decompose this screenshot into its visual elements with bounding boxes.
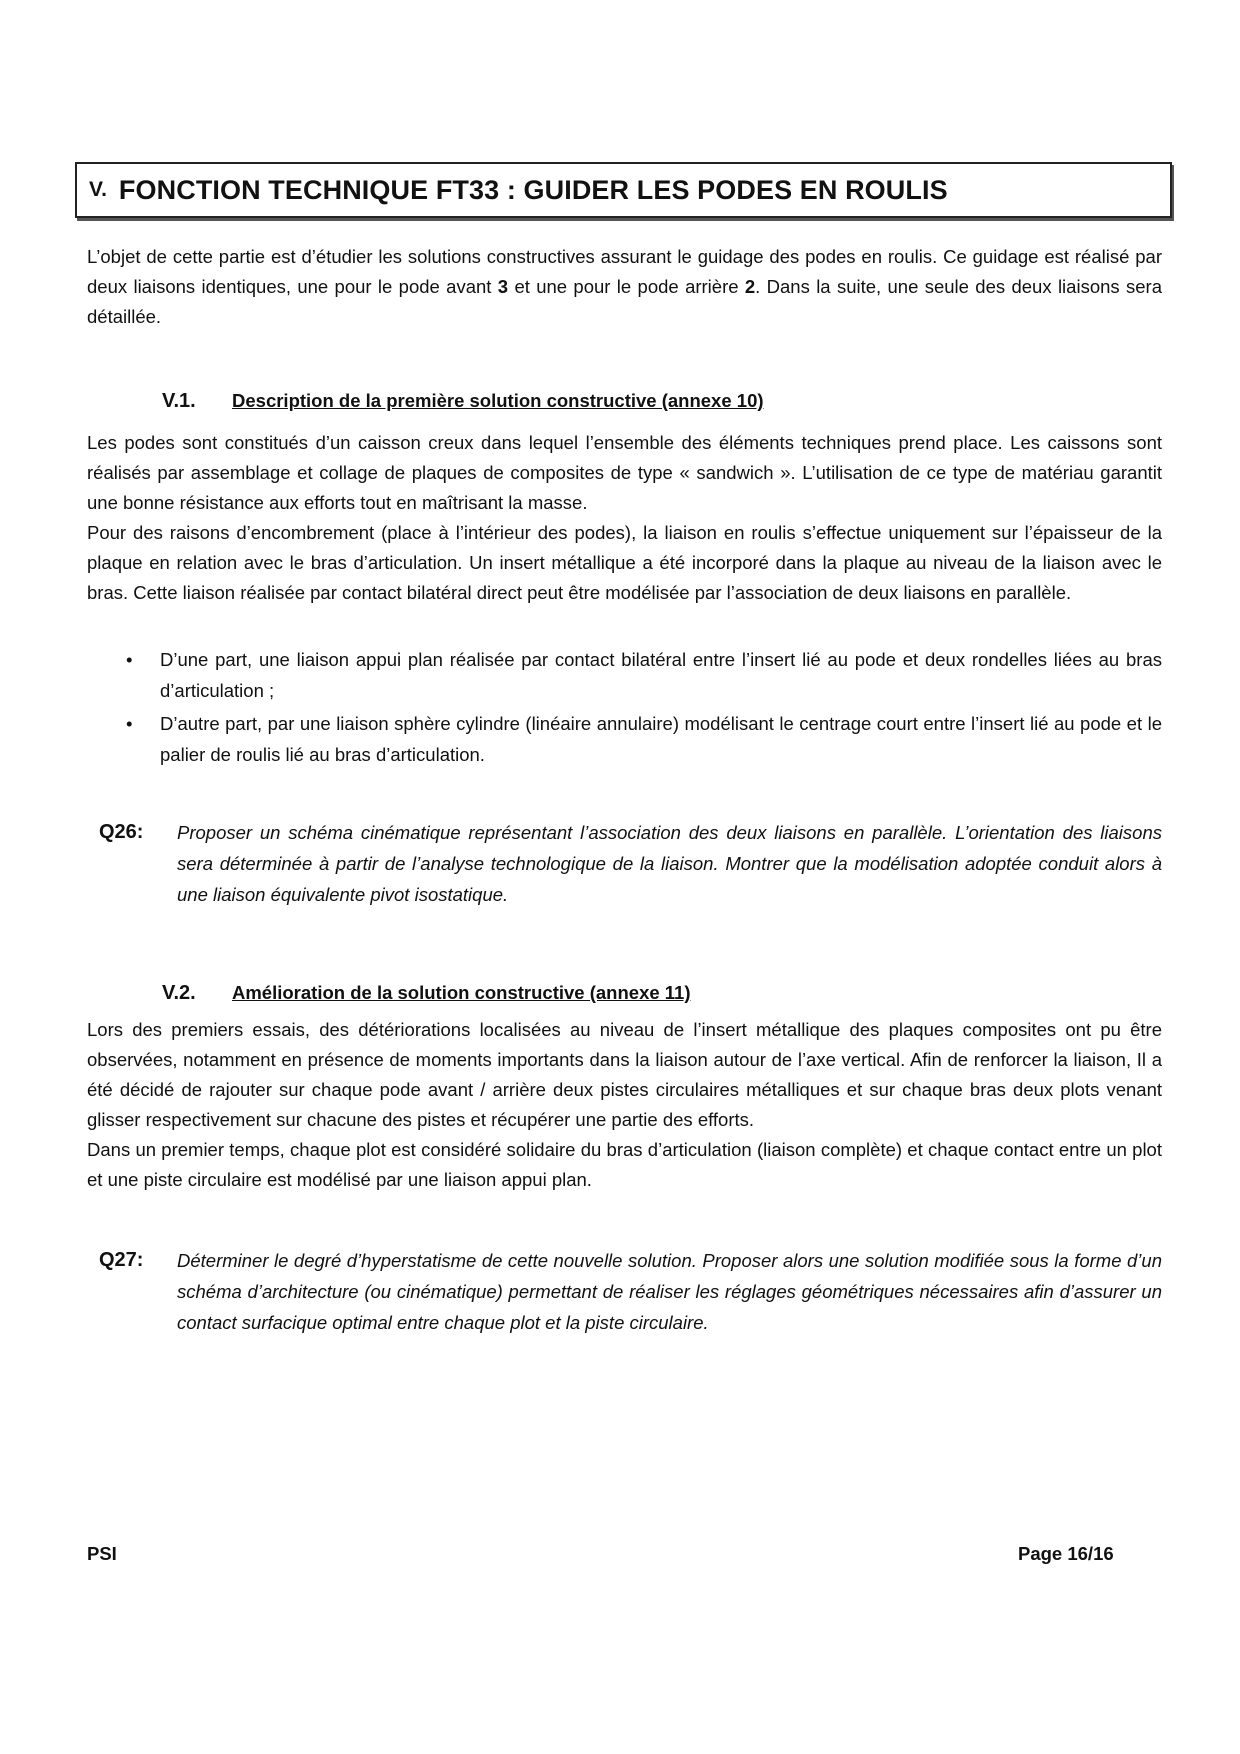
subsection-1-paragraph-2: Pour des raisons d’encombrement (place à l’intérieur des podes), la liaison en roulis s’effectue uniquement sur l’épaisseur de la plaque en relation avec le bras d’articulation. Un insert métallique a été incorporé dans la plaque au niveau de la liaison avec le bras. Cette liaison réalisée par contact bilatéral direct peut être modélisée par l’association de deux liaisons en parallèle. bbox=[87, 522, 1162, 603]
question-26 bbox=[99, 817, 1162, 910]
subsection-2-paragraph-1: Lors des premiers essais, des détériorations localisées au niveau de l’insert métallique des plaques composites ont pu être observées, notamment en présence de moments importants dans la liaison autour de l’axe vertical. Afin de renforcer la liaison, Il a été décidé de rajouter sur chaque pode avant / arrière deux pistes circulaires métalliques et sur chaque bras deux plots venant glisser respectivement sur chacune des pistes et récupérer une partie des efforts. bbox=[87, 1019, 1162, 1130]
question-26-label: Q26: bbox=[99, 821, 144, 843]
subsection-2-heading bbox=[162, 982, 691, 1005]
page-number: Page 16/16 bbox=[1018, 1543, 1114, 1564]
section-title: FONCTION TECHNIQUE FT33 : GUIDER LES PODES EN ROULIS bbox=[118, 174, 948, 205]
bullet-text: D’autre part, par une liaison sphère cylindre (linéaire annulaire) modélisant le centrage court entre l’insert lié au pode et le palier de roulis lié au bras d’articulation. bbox=[160, 713, 1162, 765]
footer-left: PSI bbox=[87, 1543, 117, 1564]
bullet-text: D’une part, une liaison appui plan réalisée par contact bilatéral entre l’insert lié au pode et deux rondelles liées au bras d’articulation ; bbox=[160, 649, 1162, 701]
subsection-2-paragraph-2: Dans un premier temps, chaque plot est considéré solidaire du bras d’articulation (liaison complète) et chaque contact entre un plot et une piste circulaire est modélisé par une liaison appui plan. bbox=[87, 1139, 1162, 1190]
intro-num-arriere: 2 bbox=[744, 276, 756, 297]
subsection-2-number: V.2. bbox=[162, 982, 196, 1004]
bullet-icon: • bbox=[126, 713, 133, 734]
intro-text-3: . Dans la suite, une seule des deux liaisons sera détaillée. bbox=[87, 276, 1162, 327]
question-26-text: Proposer un schéma cinématique représentant l’association des deux liaisons en parallèle. L’orientation des liaisons sera déterminée à partir de l’analyse technologique de la liaison. Montrer que la modélisation adoptée conduit alors à une liaison équivalente pivot isostatique. bbox=[177, 822, 1162, 905]
intro-text-2: et une pour le pode arrière bbox=[508, 276, 745, 297]
intro-num-avant: 3 bbox=[497, 276, 509, 297]
list-item bbox=[118, 645, 1162, 706]
question-27-text: Déterminer le degré d’hyperstatisme de cette nouvelle solution. Proposer alors une solution modifiée sous la forme d’un schéma d’architecture (ou cinématique) permettant de réaliser les réglages géométriques nécessaires afin d’assurer un contact surfacique optimal entre chaque plot et la piste circulaire. bbox=[177, 1250, 1162, 1333]
question-27 bbox=[99, 1245, 1162, 1338]
section-title-box bbox=[75, 162, 1172, 218]
subsection-1-heading bbox=[162, 390, 764, 413]
bullet-list bbox=[118, 645, 1162, 773]
subsection-2-title: Amélioration de la solution constructive (annexe 11) bbox=[232, 982, 691, 1003]
intro-text-1: L’objet de cette partie est d’étudier les solutions constructives assurant le guidage des podes en roulis. Ce guidage est réalisé par deux liaisons identiques, une pour le pode avant bbox=[87, 246, 1162, 297]
intro-paragraph bbox=[87, 242, 1162, 332]
list-item bbox=[118, 709, 1162, 770]
question-27-label: Q27: bbox=[99, 1249, 144, 1271]
subsection-1-paragraph-1: Les podes sont constitués d’un caisson creux dans lequel l’ensemble des éléments techniques prend place. Les caissons sont réalisés par assemblage et collage de plaques de composites de type « sandwich ». L’utilisation de ce type de matériau garantit une bonne résistance aux efforts tout en maîtrisant la masse. bbox=[87, 432, 1162, 513]
bullet-icon: • bbox=[126, 649, 133, 670]
subsection-1-title: Description de la première solution constructive (annexe 10) bbox=[232, 390, 764, 411]
subsection-1-number: V.1. bbox=[162, 390, 196, 412]
section-number: V. bbox=[89, 178, 107, 201]
